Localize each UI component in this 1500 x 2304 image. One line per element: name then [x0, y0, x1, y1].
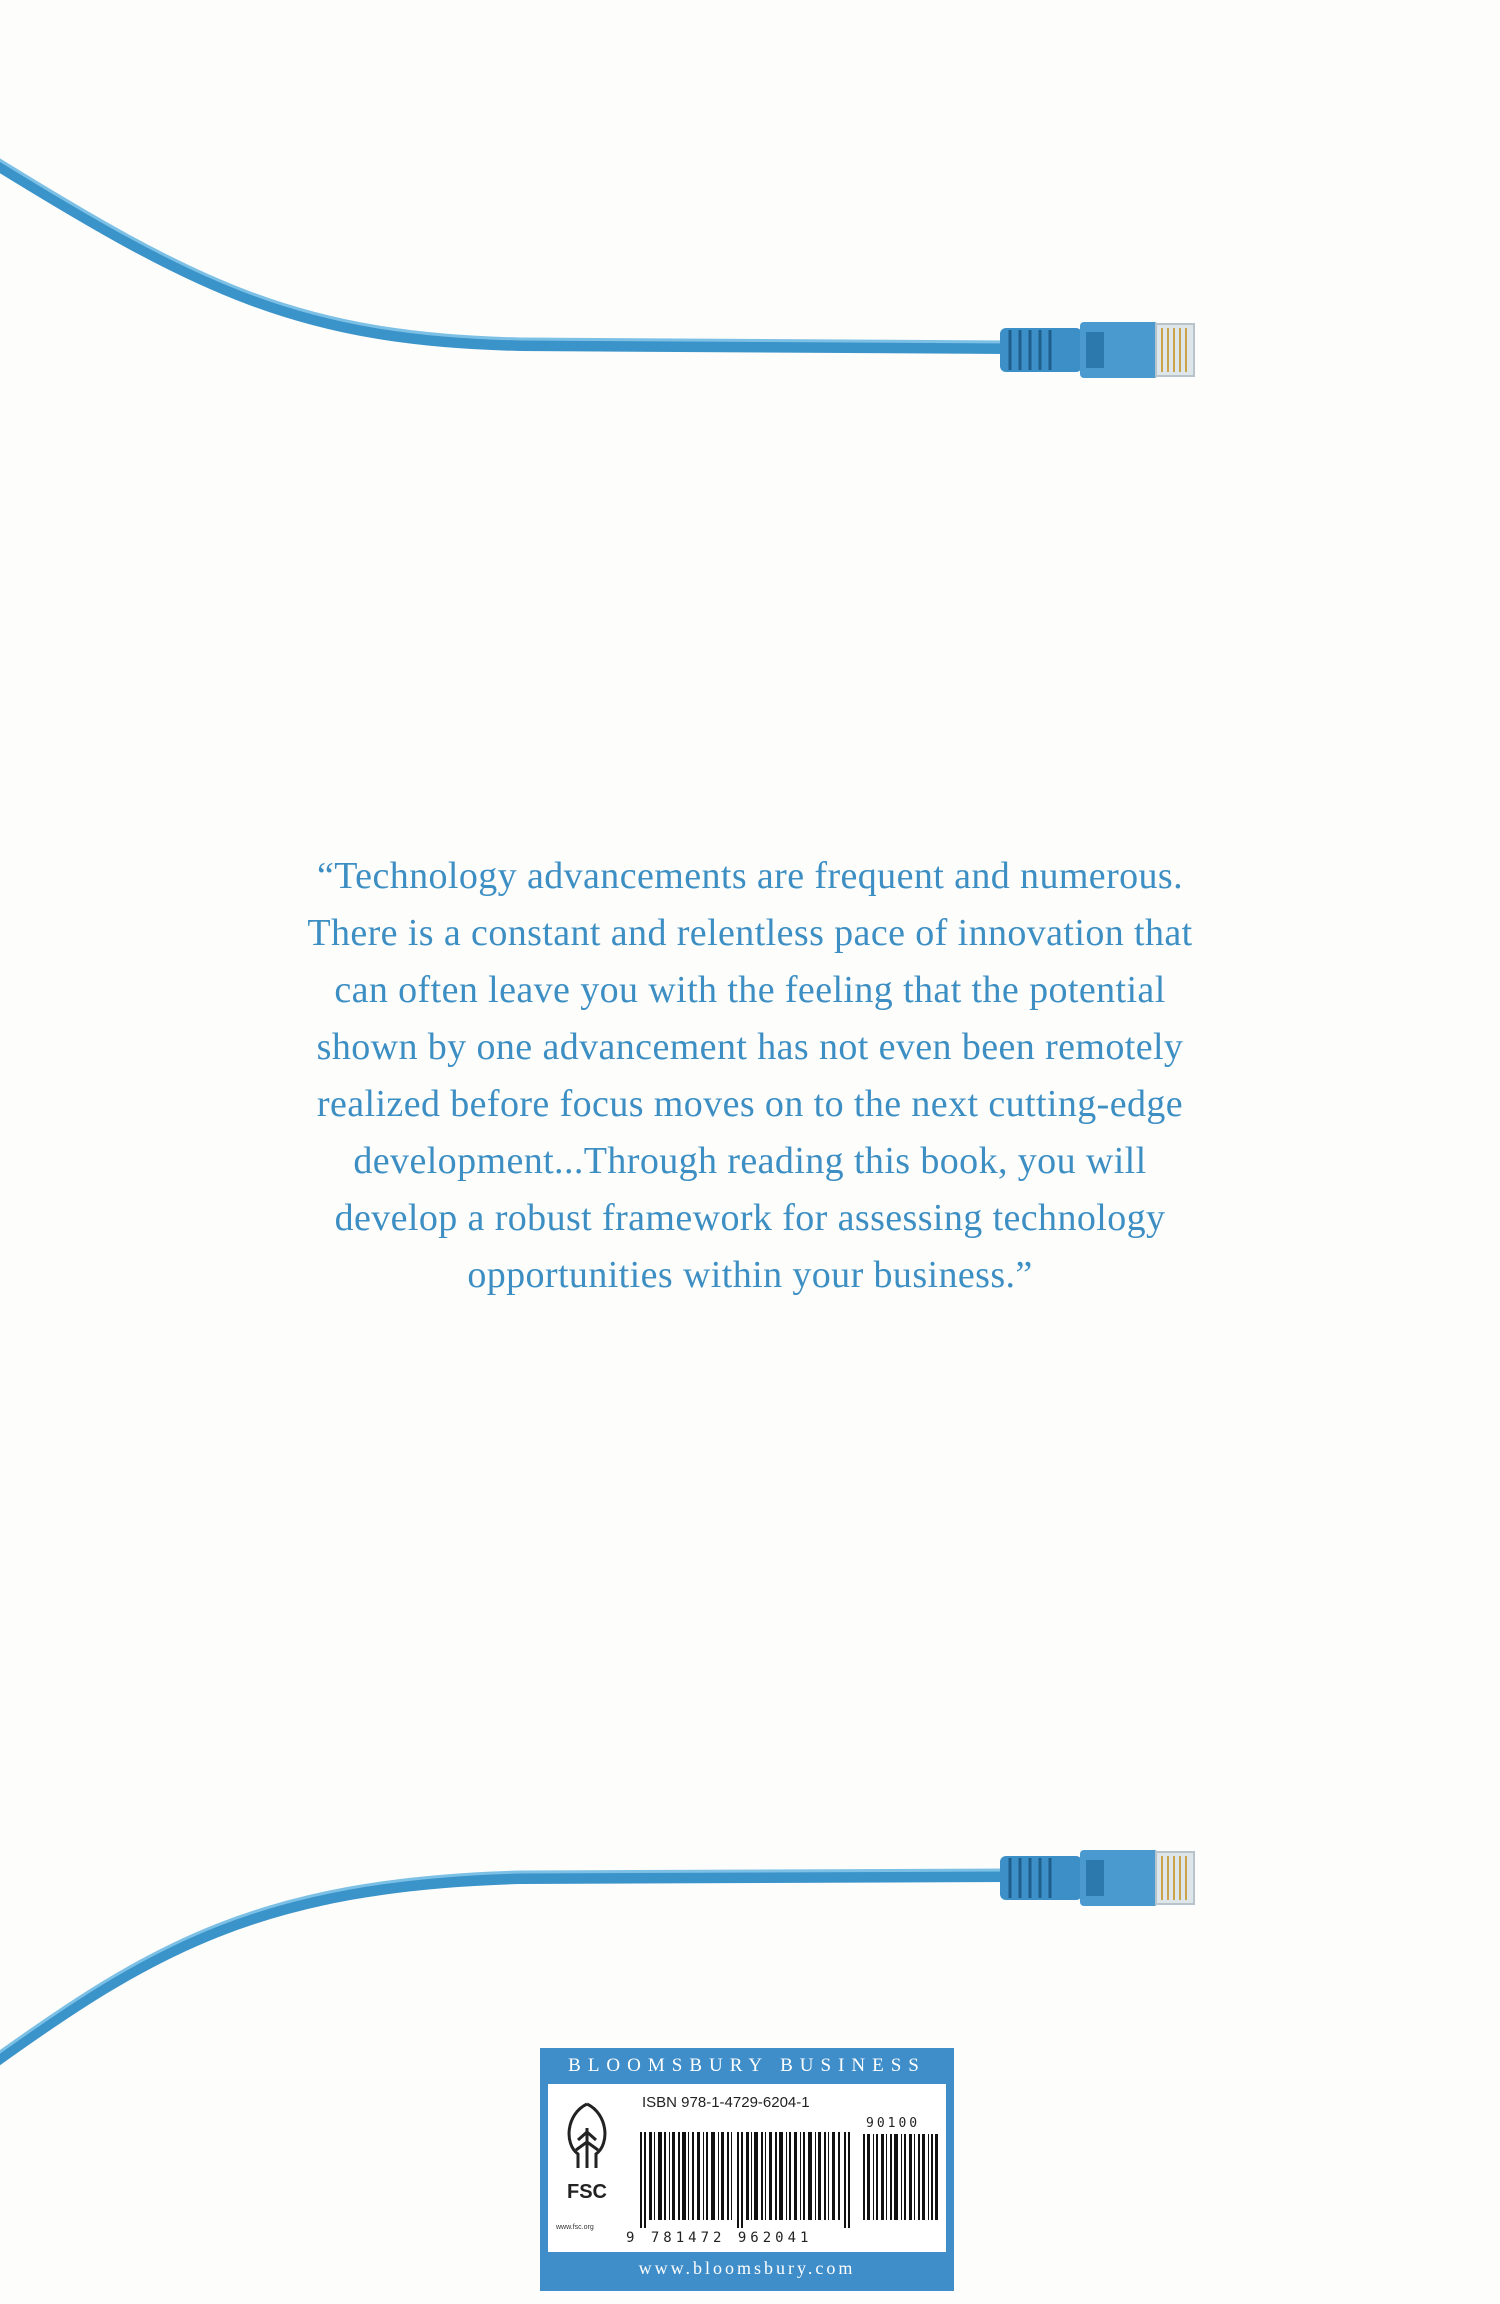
- quote-line: There is a constant and relentless pace of innovation that: [307, 912, 1193, 954]
- price-barcode: [863, 2134, 939, 2220]
- publisher-website: www.bloomsbury.com: [638, 2258, 856, 2278]
- fsc-text: FSC: [567, 2181, 607, 2203]
- publisher-name: BLOOMSBURY BUSINESS: [568, 2055, 926, 2076]
- back-cover-quote: [240, 848, 1260, 1304]
- fsc-website: www.fsc.org: [556, 2224, 594, 2231]
- quote-line: development...Through reading this book, you will: [353, 1140, 1147, 1182]
- barcode-digits: 9 781472 962041: [626, 2230, 813, 2246]
- quote-line: can often leave you with the feeling that the potential: [334, 969, 1166, 1011]
- publisher-label: [540, 2048, 954, 2291]
- quote-line: “Technology advancements are frequent and numerous.: [316, 855, 1184, 897]
- quote-line: develop a robust framework for assessing technology: [334, 1197, 1166, 1239]
- quote-line: realized before focus moves on to the next cutting-edge: [316, 1083, 1184, 1125]
- isbn-barcode: [640, 2132, 854, 2228]
- quote-line: shown by one advancement has not even been remotely: [316, 1026, 1184, 1068]
- isbn-number: ISBN 978-1-4729-6204-1: [642, 2094, 810, 2111]
- barcode-panel: [548, 2084, 946, 2252]
- quote-line: opportunities within your business.”: [467, 1254, 1033, 1296]
- price-code: 90100: [866, 2116, 921, 2131]
- fsc-tree-logo-icon: [558, 2098, 616, 2218]
